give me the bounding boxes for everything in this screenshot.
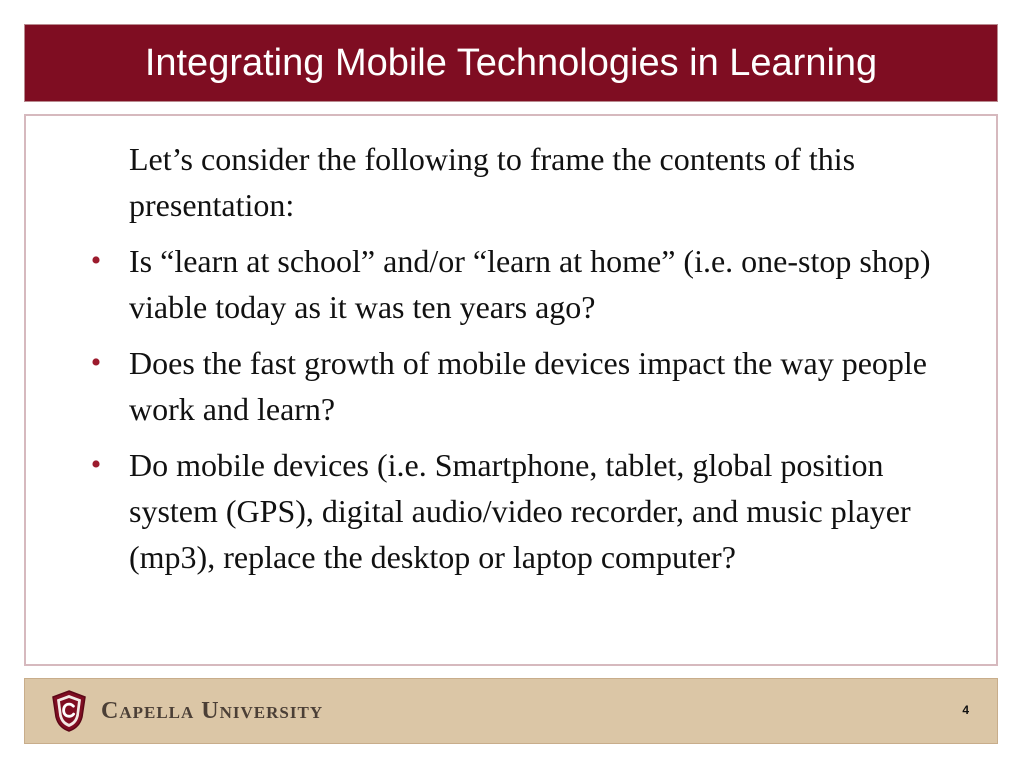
footer-bar <box>24 678 998 744</box>
shield-icon <box>49 689 89 733</box>
bullet-dot: • <box>90 346 102 379</box>
bullet-item <box>26 442 996 580</box>
body-text <box>26 136 996 590</box>
title-bar <box>24 24 998 102</box>
bullet-item <box>26 238 996 330</box>
bullet-dot: • <box>90 244 102 277</box>
bullet-text: Does the fast growth of mobile devices impact the way people work and learn? <box>129 345 927 427</box>
university-name: Capella University <box>101 697 324 724</box>
page-number: 4 <box>962 703 969 717</box>
bullet-text: Is “learn at school” and/or “learn at home” (i.e. one-stop shop) viable today as it was ten years ago? <box>129 243 931 325</box>
intro-paragraph: Let’s consider the following to frame the contents of this presentation: <box>129 141 856 223</box>
capella-logo <box>49 689 369 733</box>
slide-title: Integrating Mobile Technologies in Learning <box>144 42 878 84</box>
bullet-item <box>26 340 996 432</box>
bullet-text: Do mobile devices (i.e. Smartphone, tablet, global position system (GPS), digital audio/video recorder, and music player (mp3), replace the desktop or laptop computer? <box>129 447 911 575</box>
bullet-dot: • <box>90 448 102 481</box>
content-panel <box>24 114 998 666</box>
